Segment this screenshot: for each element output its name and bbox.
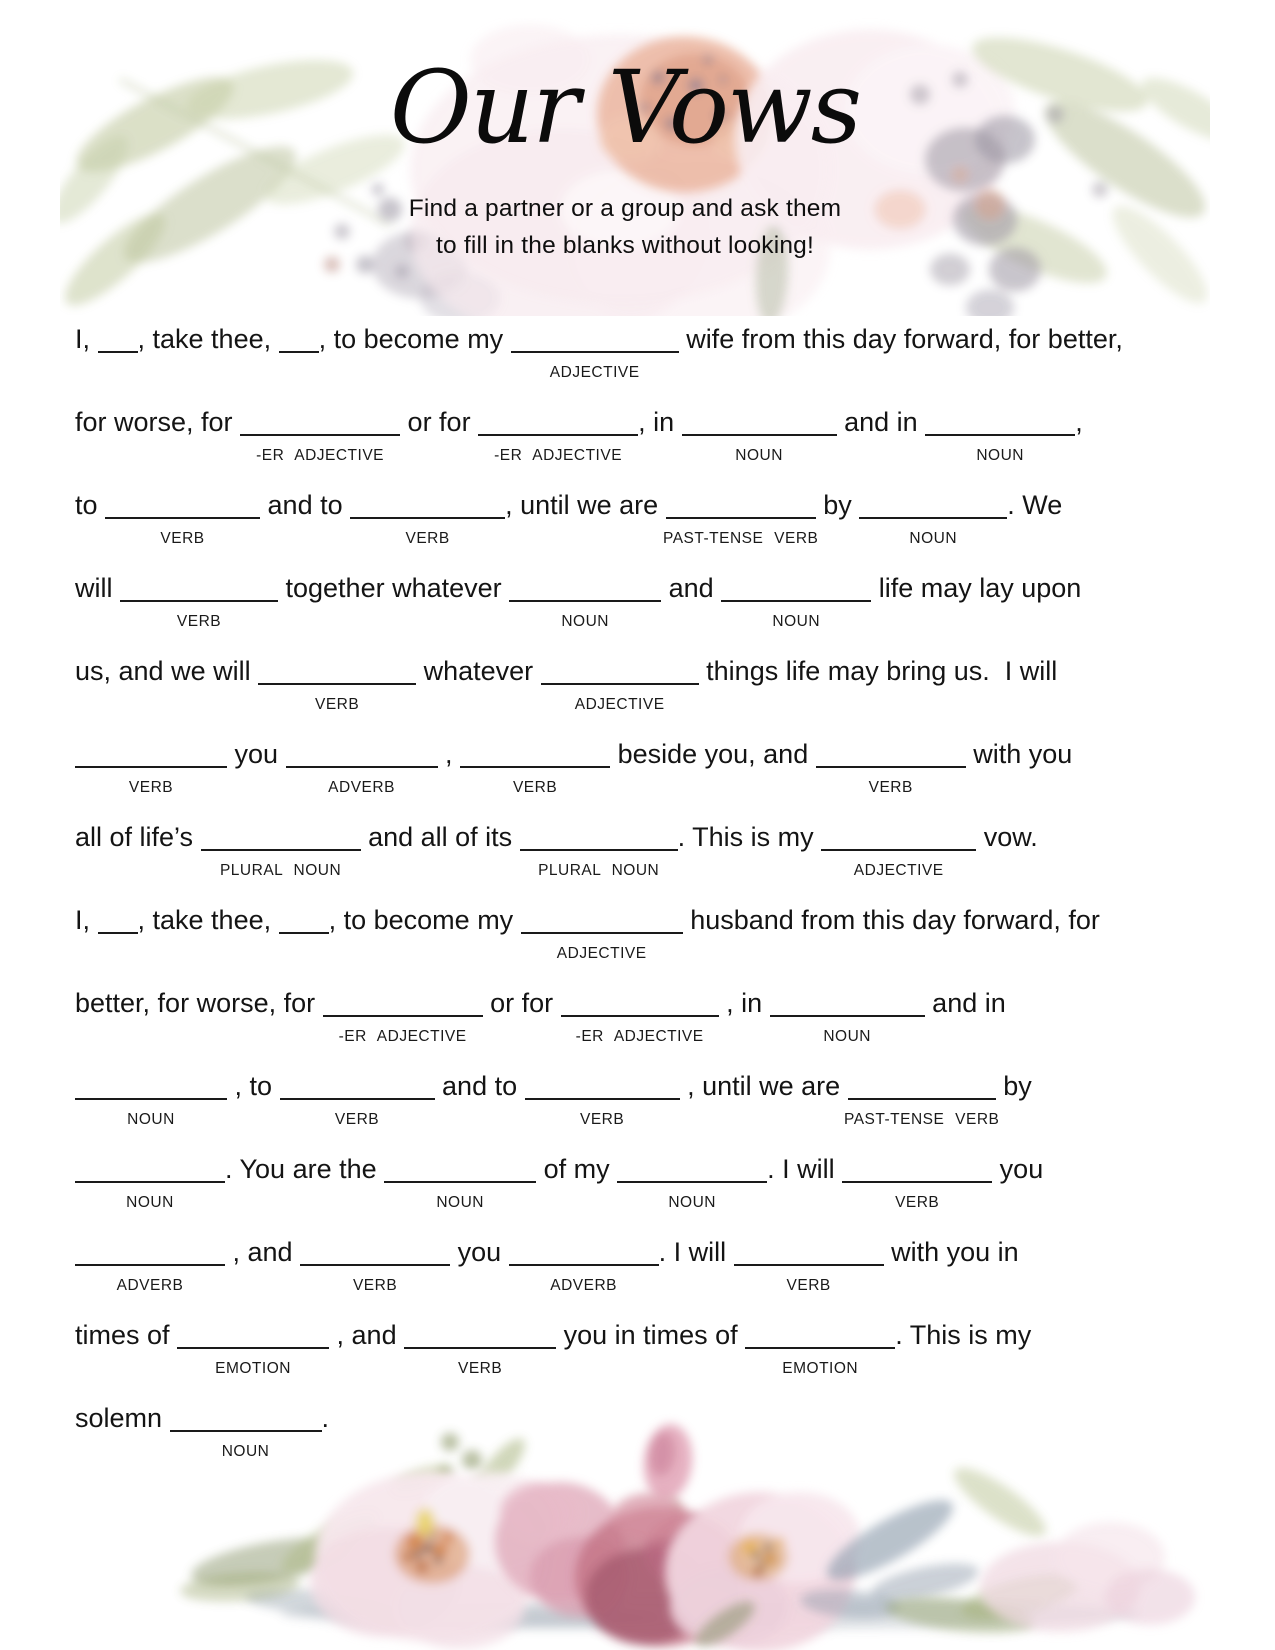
blank-label: VERB: [160, 530, 205, 547]
fill-in-blank: [521, 920, 683, 962]
line-text: us, and we will: [75, 656, 259, 686]
header: [35, 48, 1215, 264]
line-text: . This is my: [677, 822, 822, 852]
fill-in-blank: [75, 1086, 227, 1128]
subtitle-line-2: to fill in the blanks without looking!: [435, 232, 815, 259]
line-text: things life may bring us. I will: [698, 656, 1058, 686]
fill-in-blank: [734, 1252, 884, 1294]
madlib-line: [75, 903, 1195, 962]
line-text: by: [815, 490, 860, 520]
line-text: will: [75, 573, 120, 603]
madlib-line: [75, 1318, 1195, 1377]
blank-label: EMOTION: [215, 1360, 291, 1377]
line-text: husband from this day forward, for: [682, 905, 1100, 935]
line-text: , until we are: [505, 490, 666, 520]
blank-label: -ER ADJECTIVE: [575, 1028, 704, 1045]
line-text: with you: [965, 739, 1073, 769]
line-text: , and: [329, 1320, 405, 1350]
line-text: , to become my: [328, 905, 521, 935]
blank-label: VERB: [176, 613, 222, 630]
blank-label: NOUN: [126, 1194, 174, 1211]
fill-in-blank: [925, 422, 1075, 464]
blank-label: VERB: [512, 779, 558, 796]
madlib-line: [75, 488, 1195, 547]
line-text: solemn: [75, 1403, 170, 1433]
line-text: times of: [75, 1320, 178, 1350]
line-text: . You are the: [225, 1154, 385, 1184]
line-text: and in: [924, 988, 1006, 1018]
fill-in-blank: [286, 754, 438, 796]
blank-label: -ER ADJECTIVE: [338, 1028, 467, 1045]
fill-in-blank: [663, 505, 819, 547]
line-text: with you in: [883, 1237, 1019, 1267]
fill-in-blank: [404, 1335, 556, 1377]
line-text: for worse, for: [75, 407, 241, 437]
bottom-far-right-soft-pink: [980, 1522, 1195, 1632]
madlib-line: [75, 737, 1195, 796]
line-text: or for: [482, 988, 561, 1018]
line-text: you in times of: [556, 1320, 746, 1350]
page-title: Our Vows: [389, 49, 861, 166]
blank-label: NOUN: [735, 447, 783, 464]
fill-in-blank: [525, 1086, 680, 1128]
fill-in-blank: [201, 837, 361, 879]
line-text: . This is my: [895, 1320, 1032, 1350]
name-blank: [279, 339, 319, 353]
line-text: , to: [227, 1071, 280, 1101]
fill-in-blank: [350, 505, 505, 547]
blank-label: NOUN: [127, 1111, 175, 1128]
blank-label: NOUN: [221, 1443, 270, 1460]
fill-in-blank: [75, 754, 227, 796]
line-text: ,: [437, 739, 461, 769]
fill-in-blank: [816, 754, 966, 796]
line-text: you: [227, 739, 286, 769]
line-text: vow.: [976, 822, 1038, 852]
blank-label: ADVERB: [550, 1277, 617, 1294]
madlib-line: [75, 1401, 1195, 1460]
line-text: better, for worse, for: [75, 988, 323, 1018]
madlib-lines: [75, 322, 1195, 1484]
blank-label: NOUN: [823, 1028, 871, 1045]
line-text: you: [450, 1237, 509, 1267]
fill-in-blank: [258, 671, 416, 713]
line-text: by: [995, 1071, 1032, 1101]
line-text: .: [321, 1403, 330, 1433]
blank-label: NOUN: [561, 613, 609, 630]
madlib-line: [75, 820, 1195, 879]
blank-label: EMOTION: [782, 1360, 859, 1377]
line-text: , until we are: [679, 1071, 848, 1101]
blank-label: NOUN: [772, 613, 821, 630]
blank-label: ADJECTIVE: [574, 696, 665, 713]
fill-in-blank: [511, 339, 679, 381]
fill-in-blank: [280, 1086, 435, 1128]
fill-in-blank: [75, 1252, 225, 1294]
blank-label: VERB: [405, 530, 450, 547]
line-text: to: [75, 490, 106, 520]
blank-label: VERB: [786, 1277, 831, 1294]
blank-label: VERB: [314, 696, 360, 713]
blank-label: NOUN: [976, 447, 1025, 464]
line-text: whatever: [416, 656, 541, 686]
name-blank: [98, 339, 138, 353]
line-text: and to: [434, 1071, 525, 1101]
name-blank: [98, 920, 138, 934]
line-text: or for: [400, 407, 479, 437]
line-text: and all of its: [360, 822, 520, 852]
blank-label: -ER ADJECTIVE: [494, 447, 623, 464]
fill-in-blank: [509, 588, 661, 630]
blank-label: VERB: [128, 779, 174, 796]
madlib-line: [75, 405, 1195, 464]
fill-in-blank: [821, 837, 976, 879]
line-text: life may lay upon: [871, 573, 1082, 603]
line-text: , to become my: [318, 324, 511, 354]
fill-in-blank: [721, 588, 871, 630]
blank-label: PAST-TENSE VERB: [844, 1111, 1000, 1128]
line-text: I,: [75, 324, 98, 354]
blank-label: ADVERB: [116, 1277, 184, 1294]
fill-in-blank: [105, 505, 260, 547]
madlib-line: [75, 1152, 1195, 1211]
fill-in-blank: [240, 422, 400, 464]
line-text: , in: [718, 988, 770, 1018]
fill-in-blank: [300, 1252, 450, 1294]
blank-label: VERB: [868, 779, 913, 796]
fill-in-blank: [170, 1418, 322, 1460]
line-text: ,: [1075, 407, 1083, 437]
blank-label: PLURAL NOUN: [219, 862, 342, 879]
blank-label: NOUN: [909, 530, 958, 547]
line-text: , in: [638, 407, 682, 437]
fill-in-blank: [682, 422, 837, 464]
line-text: of my: [536, 1154, 618, 1184]
line-text: I,: [75, 905, 98, 935]
blank-label: ADJECTIVE: [556, 945, 647, 962]
line-text: together whatever: [278, 573, 510, 603]
madlib-line: [75, 1069, 1195, 1128]
madlib-line: [75, 986, 1195, 1045]
line-text: and: [661, 573, 722, 603]
line-text: . We: [1007, 490, 1063, 520]
fill-in-blank: [509, 1252, 659, 1294]
blank-label: ADJECTIVE: [549, 364, 640, 381]
line-text: . I will: [767, 1154, 843, 1184]
madlib-line: [75, 654, 1195, 713]
line-text: beside you, and: [610, 739, 816, 769]
line-text: . I will: [658, 1237, 734, 1267]
fill-in-blank: [561, 1003, 719, 1045]
fill-in-blank: [520, 837, 678, 879]
blank-label: VERB: [334, 1111, 380, 1128]
line-text: , take thee,: [137, 324, 279, 354]
madlib-line: [75, 571, 1195, 630]
fill-in-blank: [323, 1003, 483, 1045]
blank-label: -ER ADJECTIVE: [256, 447, 385, 464]
blank-label: VERB: [895, 1194, 940, 1211]
fill-in-blank: [842, 1169, 992, 1211]
fill-in-blank: [859, 505, 1007, 547]
fill-in-blank: [120, 588, 278, 630]
subtitle-line-1: Find a partner or a group and ask them: [408, 195, 842, 222]
blank-label: NOUN: [668, 1194, 716, 1211]
blank-label: VERB: [580, 1111, 625, 1128]
line-text: all of life’s: [75, 822, 201, 852]
madlib-line: [75, 322, 1195, 381]
fill-in-blank: [75, 1169, 225, 1211]
fill-in-blank: [541, 671, 699, 713]
line-text: , and: [225, 1237, 301, 1267]
fill-in-blank: [478, 422, 638, 464]
line-text: , take thee,: [137, 905, 279, 935]
blank-label: PLURAL NOUN: [538, 862, 660, 879]
fill-in-blank: [770, 1003, 925, 1045]
name-blank: [279, 920, 329, 934]
fill-in-blank: [177, 1335, 329, 1377]
blank-label: ADVERB: [328, 779, 395, 796]
blank-label: ADJECTIVE: [853, 862, 944, 879]
line-text: you: [992, 1154, 1044, 1184]
fill-in-blank: [617, 1169, 767, 1211]
madlib-line: [75, 1235, 1195, 1294]
line-text: and in: [836, 407, 926, 437]
blank-label: PAST-TENSE VERB: [663, 530, 819, 547]
blank-label: VERB: [352, 1277, 398, 1294]
fill-in-blank: [844, 1086, 1000, 1128]
fill-in-blank: [745, 1335, 895, 1377]
blank-label: NOUN: [436, 1194, 484, 1211]
fill-in-blank: [460, 754, 610, 796]
blank-label: VERB: [457, 1360, 503, 1377]
line-text: and to: [260, 490, 351, 520]
fill-in-blank: [384, 1169, 536, 1211]
line-text: wife from this day forward, for better,: [678, 324, 1123, 354]
